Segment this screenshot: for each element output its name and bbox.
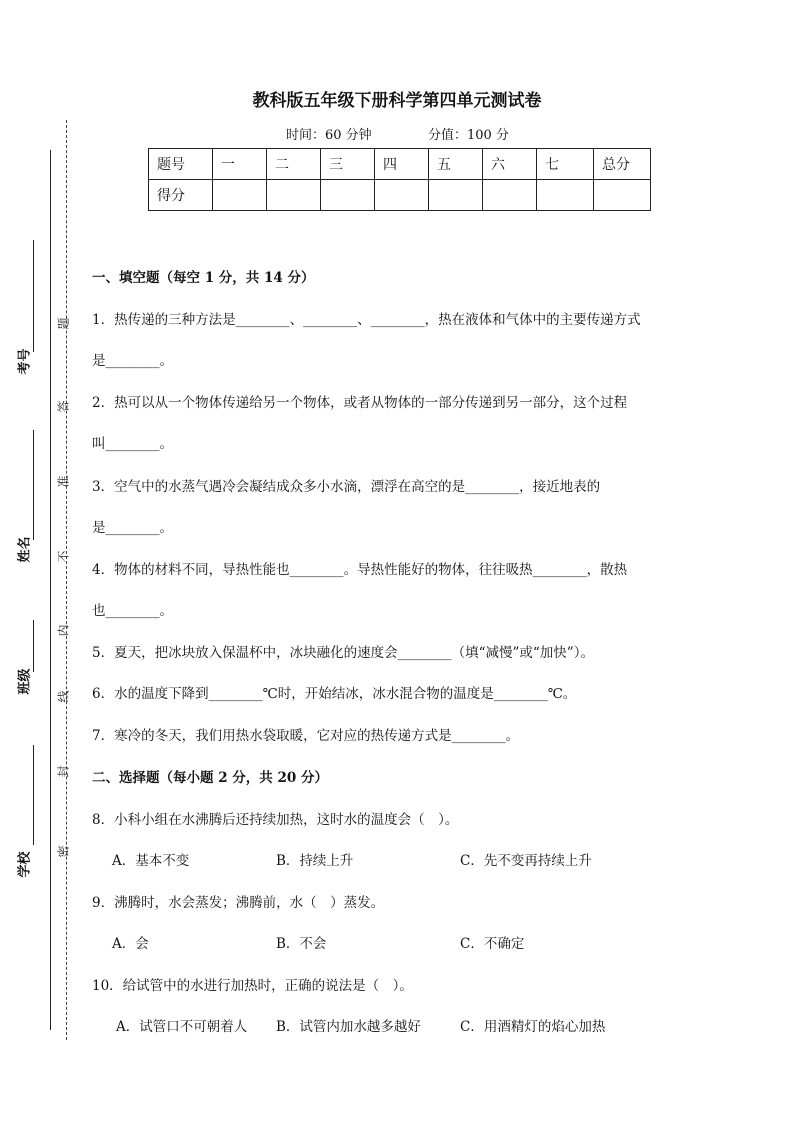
score-table-header-row — [149, 149, 651, 180]
score-cell[interactable] — [537, 180, 594, 211]
field-line-name — [33, 430, 34, 540]
table-header-cell: 二 — [267, 149, 321, 180]
binding-solid-line — [50, 150, 51, 1030]
question-stem: 9．沸腾时，水会蒸发；沸腾前，水（ ）蒸发。 — [92, 895, 385, 911]
option-b[interactable]: B．持续上升 — [276, 853, 354, 869]
score-cell[interactable] — [213, 180, 267, 211]
question-line: 是________。 — [92, 353, 173, 369]
score-cell[interactable] — [375, 180, 429, 211]
option-c[interactable]: C．不确定 — [460, 936, 525, 952]
option-c[interactable]: C．用酒精灯的焰心加热 — [460, 1019, 606, 1035]
field-line-exam-no — [33, 240, 34, 352]
score-info: 分值：100 分 — [428, 128, 509, 143]
question-line: 3．空气中的水蒸气遇冷会凝结成众多小水滴，漂浮在高空的是________，接近地表的 — [92, 479, 601, 495]
seal-char: 线 — [56, 690, 71, 703]
score-cell[interactable] — [483, 180, 537, 211]
option-a[interactable]: A．试管口不可朝着人 — [116, 1019, 248, 1035]
question-line: 5．夏天，把冰块放入保温杯中，冰块融化的速度会________（填“减慢”或“加快”）。 — [92, 645, 594, 661]
seal-char: 题 — [56, 317, 71, 330]
question-line: 6．水的温度下降到________℃时，开始结冰，冰水混合物的温度是________℃。 — [92, 686, 577, 702]
section-heading: 二、选择题（每小题 2 分，共 20 分） — [92, 770, 328, 786]
score-cell[interactable] — [594, 180, 651, 211]
question-line: 2．热可以从一个物体传递给另一个物体，或者从物体的一部分传递到另一部分，这个过程 — [92, 395, 628, 411]
question-line: 1．热传递的三种方法是________、________、________，热在液体和气体中的主要传递方式 — [92, 312, 641, 328]
table-header-cell: 题号 — [149, 149, 213, 180]
seal-char: 密 — [56, 845, 71, 858]
option-b[interactable]: B．不会 — [276, 936, 327, 952]
question-stem: 8．小科小组在水沸腾后还持续加热，这时水的温度会（ ）。 — [92, 812, 459, 828]
option-a[interactable]: A．会 — [112, 936, 149, 952]
question-line: 叫________。 — [92, 436, 173, 452]
option-b[interactable]: B．试管内加水越多越好 — [276, 1019, 421, 1035]
section-heading: 一、填空题（每空 1 分，共 14 分） — [92, 270, 315, 286]
table-row-label: 得分 — [149, 180, 213, 211]
binding-dashed-line — [66, 120, 67, 1040]
table-header-cell: 七 — [537, 149, 594, 180]
question-stem: 10．给试管中的水进行加热时，正确的说法是（ ）。 — [92, 978, 413, 994]
score-table — [148, 148, 651, 211]
seal-char: 内 — [56, 624, 71, 637]
field-label-name: 姓名 — [17, 536, 33, 563]
option-c[interactable]: C．先不变再持续上升 — [460, 853, 592, 869]
table-header-cell: 六 — [483, 149, 537, 180]
field-label-exam-no: 考号 — [17, 348, 33, 375]
question-line: 7．寒冷的冬天，我们用热水袋取暖，它对应的热传递方式是________。 — [92, 728, 520, 744]
field-line-class — [33, 620, 34, 672]
score-table-score-row — [149, 180, 651, 211]
table-header-cell: 总分 — [594, 149, 651, 180]
field-line-school — [33, 745, 34, 845]
field-label-school: 学校 — [17, 851, 33, 878]
page-title: 教科版五年级下册科学第四单元测试卷 — [252, 91, 542, 111]
seal-char: 不 — [56, 550, 71, 563]
question-line: 是________。 — [92, 520, 173, 536]
table-header-cell: 四 — [375, 149, 429, 180]
question-line: 4．物体的材料不同，导热性能也________。导热性能好的物体，往往吸热________，散热 — [92, 562, 628, 578]
seal-char: 答 — [56, 400, 71, 413]
question-line: 也________。 — [92, 603, 173, 619]
field-label-class: 班级 — [17, 668, 33, 695]
table-header-cell: 五 — [429, 149, 483, 180]
table-header-cell: 一 — [213, 149, 267, 180]
seal-char: 准 — [56, 475, 71, 488]
option-a[interactable]: A．基本不变 — [112, 853, 190, 869]
table-header-cell: 三 — [321, 149, 375, 180]
score-cell[interactable] — [321, 180, 375, 211]
seal-char: 封 — [56, 765, 71, 778]
score-cell[interactable] — [267, 180, 321, 211]
score-cell[interactable] — [429, 180, 483, 211]
time-info: 时间：60 分钟 — [286, 128, 372, 143]
